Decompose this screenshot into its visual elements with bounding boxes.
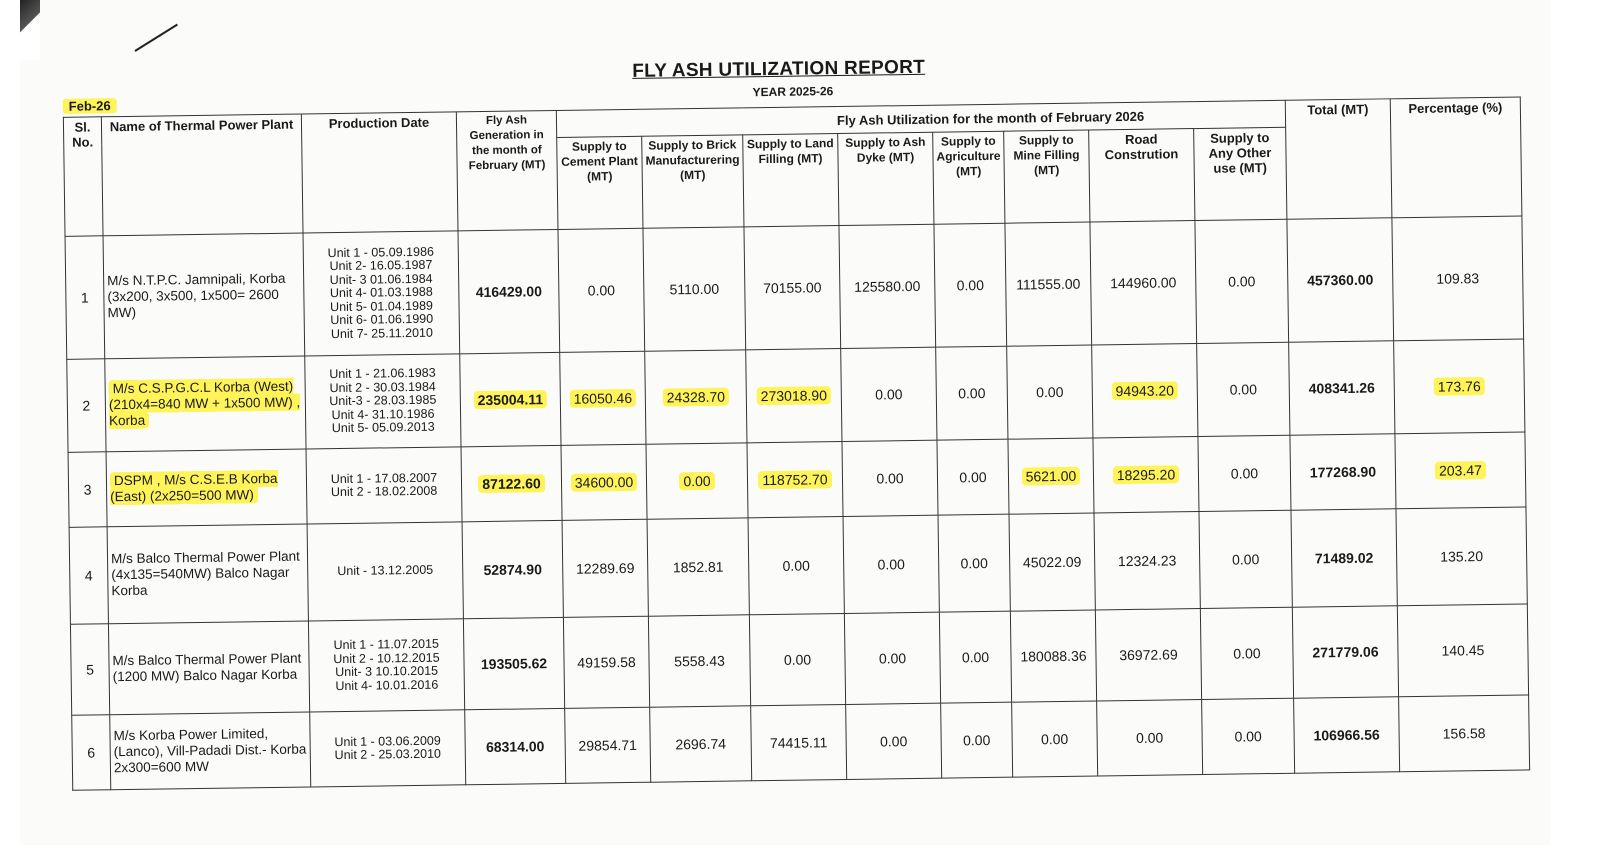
col-generation: Fly Ash Generation in the month of February (MT) — [456, 110, 558, 230]
document-page — [20, 0, 1550, 845]
cell-cement: 16050.46 — [570, 389, 637, 408]
cell-other: 0.00 — [1197, 342, 1290, 436]
cell-agri: 0.00 — [938, 514, 1010, 612]
cell-other: 0.00 — [1202, 698, 1295, 774]
cell-agri: 0.00 — [939, 611, 1011, 703]
month-tag: Feb-26 — [63, 98, 117, 114]
cell-total: 177268.90 — [1290, 434, 1396, 510]
cell-land: 118752.70 — [758, 470, 831, 489]
cell-plant-name: M/s C.S.P.G.C.L Korba (West) (210x4=840 MW + 1x500 MW) , Korba — [108, 378, 301, 429]
cell-total: 408341.26 — [1289, 341, 1395, 435]
cell-sl: 2 — [67, 359, 106, 453]
cell-mine: 5621.00 — [1022, 467, 1081, 486]
cell-pct: 135.20 — [1396, 507, 1527, 606]
table-row — [65, 216, 1524, 359]
col-total: Total (MT) — [1285, 99, 1392, 219]
col-dyke: Supply to Ash Dyke (MT) — [838, 132, 934, 225]
group-header: Fly Ash Utilization for the month of February 2026 — [556, 100, 1285, 137]
cell-dyke: 0.00 — [844, 612, 940, 704]
col-mine: Supply to Mine Filling (MT) — [1004, 130, 1090, 223]
cell-cement: 29854.71 — [565, 707, 651, 783]
cell-pct: 109.83 — [1392, 216, 1524, 341]
cell-other: 0.00 — [1198, 435, 1291, 511]
cell-sl: 4 — [69, 527, 108, 625]
col-name: Name of Thermal Power Plant — [101, 114, 303, 236]
cell-sl: 3 — [68, 452, 107, 528]
cell-land: 273018.90 — [757, 386, 831, 405]
cell-cement: 34600.00 — [571, 473, 638, 492]
utilization-table — [63, 96, 1530, 790]
cell-total: 106966.56 — [1294, 697, 1400, 773]
cell-total: 71489.02 — [1291, 509, 1397, 607]
cell-mine: 111555.00 — [1005, 222, 1092, 346]
cell-sl: 5 — [70, 624, 109, 716]
pen-mark — [134, 24, 177, 52]
col-cement: Supply to Cement Plant (MT) — [557, 136, 643, 229]
cell-mine: 0.00 — [1012, 701, 1098, 777]
cell-pct: 156.58 — [1399, 695, 1530, 772]
cell-total: 457360.00 — [1287, 218, 1394, 342]
cell-plant-name: M/s N.T.P.C. Jamnipali, Korba (3x200, 3x500, 1x500= 2600 MW) — [103, 233, 305, 359]
cell-road: 144960.00 — [1090, 221, 1197, 345]
cell-mine: 180088.36 — [1010, 610, 1096, 702]
cell-plant-name: DSPM , M/s C.S.E.B Korba (East) (2x250=500 MW) — [110, 470, 278, 505]
cell-mine: 0.00 — [1007, 345, 1093, 439]
cell-agri: 0.00 — [937, 439, 1009, 515]
cell-agri: 0.00 — [936, 346, 1008, 440]
cell-dyke: 125580.00 — [839, 224, 936, 348]
cell-plant-name: M/s Balco Thermal Power Plant (1200 MW) Balco Nagar Korba — [108, 621, 309, 715]
cell-production-dates: Unit 1 - 11.07.2015 Unit 2 - 10.12.2015 Unit- 3 10.10.2015 Unit 4- 10.01.2016 — [308, 619, 464, 712]
cell-road: 12324.23 — [1094, 512, 1200, 610]
col-production: Production Date — [301, 112, 458, 233]
cell-land: 74415.11 — [751, 704, 847, 780]
cell-cement: 49159.58 — [563, 616, 649, 708]
cell-brick: 1852.81 — [647, 518, 749, 616]
cell-production-dates: Unit 1 - 17.08.2007 Unit 2 - 18.02.2008 — [306, 447, 462, 524]
cell-plant-name: M/s Korba Power Limited, (Lanco), Vill-Padadi Dist.- Korba 2x300=600 MW — [110, 712, 311, 790]
col-agri: Supply to Agriculture (MT) — [933, 131, 1005, 224]
cell-generation: 193505.62 — [463, 617, 564, 709]
col-land: Supply to Land Filling (MT) — [743, 134, 839, 227]
cell-agri: 0.00 — [941, 702, 1013, 778]
cell-sl: 6 — [72, 715, 111, 791]
report-year: YEAR 2025-26 — [752, 84, 834, 100]
cell-sl: 1 — [65, 236, 105, 360]
col-sl: Sl. No. — [63, 117, 103, 237]
cell-generation: 416429.00 — [458, 229, 560, 353]
cell-production-dates: Unit - 13.12.2005 — [307, 522, 463, 621]
col-other: Supply to Any Other use (MT) — [1194, 127, 1287, 220]
cell-pct: 173.76 — [1434, 377, 1485, 396]
report-title: FLY ASH UTILIZATION REPORT — [632, 56, 926, 82]
cell-generation: 52874.90 — [462, 520, 563, 618]
col-pct: Percentage (%) — [1390, 97, 1522, 218]
cell-land: 0.00 — [749, 613, 845, 705]
cell-brick: 2696.74 — [650, 706, 752, 782]
cell-production-dates: Unit 1 - 05.09.1986 Unit 2- 16.05.1987 Unit- 3 01.06.1984 Unit 4- 01.03.1988 Unit 5- 01.04.1989 Unit 6- 01.06.1990 Unit 7- 25.11.2010 — [303, 231, 460, 356]
cell-land: 0.00 — [748, 517, 844, 615]
cell-total: 271779.06 — [1292, 606, 1398, 698]
cell-pct: 203.47 — [1435, 461, 1486, 480]
cell-brick: 5558.43 — [648, 615, 750, 707]
cell-dyke: 0.00 — [842, 440, 938, 516]
cell-generation: 68314.00 — [465, 708, 566, 784]
cell-brick: 24328.70 — [663, 388, 730, 407]
cell-other: 0.00 — [1195, 219, 1289, 343]
cell-generation: 87122.60 — [478, 474, 545, 493]
cell-pct: 140.45 — [1397, 604, 1528, 697]
cell-road: 36972.69 — [1095, 609, 1201, 701]
report — [52, 34, 1552, 776]
col-road: Road Constrution — [1089, 129, 1195, 222]
cell-production-dates: Unit 1 - 03.06.2009 Unit 2 - 25.03.2010 — [310, 710, 466, 787]
cell-brick: 5110.00 — [643, 227, 746, 351]
cell-land: 70155.00 — [744, 226, 841, 350]
cell-mine: 45022.09 — [1009, 513, 1095, 611]
cell-brick: 0.00 — [679, 472, 714, 490]
cell-production-dates: Unit 1 - 21.06.1983 Unit 2 - 30.03.1984 Unit-3 - 28.03.1985 Unit 4- 31.10.1986 Unit 5- 05.09.2013 — [305, 354, 461, 449]
cell-dyke: 0.00 — [846, 703, 942, 779]
cell-cement: 0.00 — [558, 228, 645, 352]
cell-road: 94943.20 — [1111, 381, 1178, 400]
cell-road: 0.00 — [1097, 700, 1203, 776]
col-brick: Supply to Brick Manufacturering (MT) — [642, 135, 744, 228]
cell-dyke: 0.00 — [841, 347, 937, 441]
cell-other: 0.00 — [1200, 607, 1293, 699]
cell-other: 0.00 — [1199, 510, 1292, 608]
cell-generation: 235004.11 — [474, 390, 548, 409]
cell-agri: 0.00 — [934, 223, 1007, 347]
paper-fold — [20, 0, 40, 60]
cell-cement: 12289.69 — [562, 519, 648, 617]
cell-road: 18295.20 — [1113, 465, 1180, 484]
cell-plant-name: M/s Balco Thermal Power Plant (4x135=540MW) Balco Nagar Korba — [107, 524, 308, 624]
cell-dyke: 0.00 — [843, 515, 939, 613]
